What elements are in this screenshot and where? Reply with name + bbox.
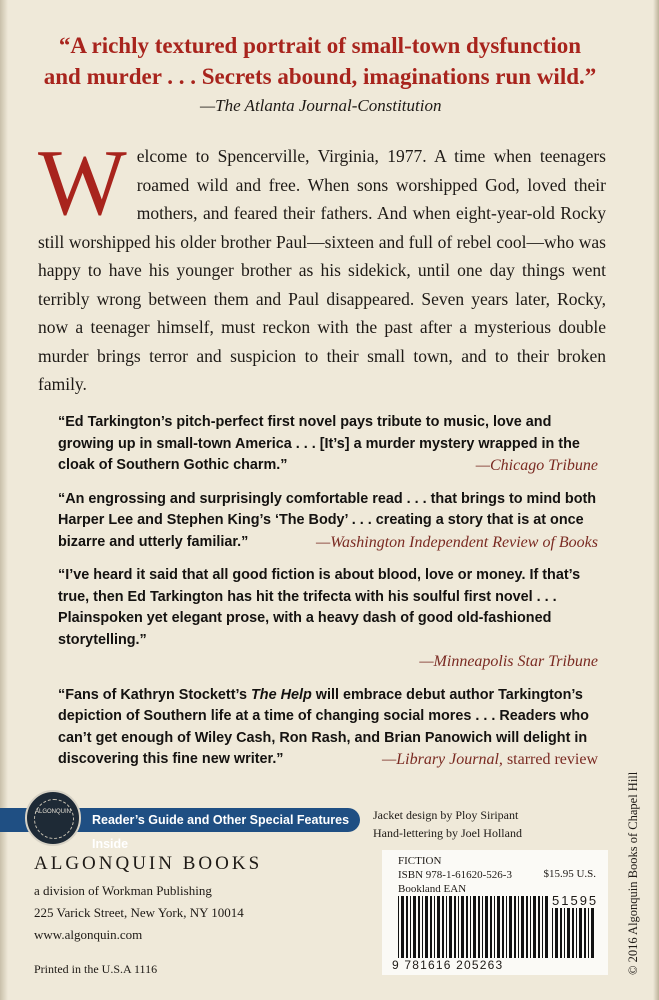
barcode-bar: [446, 896, 447, 958]
barcode-bar: [526, 896, 528, 958]
review-source: [382, 749, 598, 771]
barcode-bar: [454, 896, 456, 958]
barcode-info: [398, 854, 512, 896]
barcode-bar: [473, 896, 476, 958]
barcode-bar: [572, 908, 574, 958]
barcode-bar: [560, 908, 562, 958]
barcode-bar: [521, 896, 524, 958]
barcode-bar: [579, 908, 582, 958]
review-source: —Chicago Tribune: [475, 457, 598, 474]
review-source-note: starred review: [502, 751, 598, 768]
barcode-bar: [497, 896, 500, 958]
review-quote-start: “Fans of Kathryn Stockett’s: [58, 686, 251, 703]
barcode-bar: [485, 896, 488, 958]
barcode-bar: [434, 896, 435, 958]
review-quote: “I’ve heard it said that all good fiction is about blood, love or money. If that’s true, then Ed Tarkington has hit the trifecta with his soulful first novel . . . Plainspoken yet elegant prose, with a heavy dash of good old-fashioned storytelling.”: [58, 567, 581, 648]
review-item: [58, 489, 598, 554]
publisher-address: 225 Varick Street, New York, NY 10014: [34, 905, 244, 920]
price-label: $15.95 U.S.: [543, 868, 596, 880]
barcode-bar: [430, 896, 432, 958]
synopsis: [38, 131, 606, 399]
barcode-bar: [458, 896, 459, 958]
review-quote: “An engrossing and surprisingly comfortable read . . . that brings to mind both Harper Lee and Stephen King’s ‘The Body’ . . . creating a story that is at once bizarre and utterly familiar.”: [58, 490, 597, 550]
review-source-name: —Library Journal,: [382, 751, 503, 768]
review-quote-end: will embrace debut author Tarkington’s depiction of Southern life at a time of changing social mores . . . Readers who can’t get enough of Wiley Cash, Ron Rash, and Brian Panowich will delight in discovering this fine new writer.”: [58, 686, 589, 767]
barcode-bar: [466, 896, 468, 958]
barcode-bar: [490, 896, 492, 958]
barcode-bar: [533, 896, 536, 958]
barcode-digits: 9 781616 205263: [392, 958, 504, 972]
headline-quote-attribution: —The Atlanta Journal-Constitution: [200, 96, 442, 115]
seal-ring: [34, 799, 74, 839]
review-quote-title: The Help: [250, 686, 312, 703]
publisher-name: ALGONQUIN BOOKS: [34, 853, 263, 874]
barcode-bar: [449, 896, 452, 958]
seal-text: ALGONQUIN: [34, 809, 71, 815]
barcode-bar: [406, 896, 408, 958]
drop-cap: W: [38, 131, 127, 235]
review-item: [58, 565, 598, 673]
barcode-bar: [482, 896, 483, 958]
barcode-bar: [564, 908, 565, 958]
barcode-bar: [584, 908, 586, 958]
addon-barcode-icon: [552, 908, 598, 958]
publisher-details: [34, 880, 334, 946]
review-source: —Washington Independent Review of Books: [315, 533, 598, 551]
isbn-number: ISBN 978-1-61620-526-3: [398, 869, 512, 881]
jacket-credit: Jacket design by Ploy Siripant: [373, 808, 519, 822]
barcode-bar: [545, 896, 548, 958]
barcode-bar: [398, 896, 399, 958]
review-quote: “Ed Tarkington’s pitch-perfect first novel pays tribute to music, love and growing up in small-town America . . . [It’s] a murder mystery wrapped in the cloak of Southern Gothic charm.”: [58, 414, 580, 473]
barcode-bar: [461, 896, 464, 958]
barcode-bar: [530, 896, 531, 958]
review-list: [58, 412, 598, 783]
barcode-bar: [538, 896, 540, 958]
publisher-division: a division of Workman Publishing: [34, 883, 212, 898]
barcode-bar: [514, 896, 516, 958]
barcode-bar: [401, 896, 404, 958]
barcode-bar: [555, 908, 558, 958]
barcode-bar: [542, 896, 543, 958]
barcode-bar: [413, 896, 416, 958]
design-credits: [373, 806, 573, 842]
headline-quote: “A richly textured portrait of small-town dysfunction and murder . . . Secrets abound, imaginations run wild.”: [43, 33, 597, 89]
synopsis-text: elcome to Spencerville, Virginia, 1977. A time when teenagers roamed wild and free. When sons worshipped God, loved their mothers, and feared their fathers. And when eight-year-old Rocky still worshipped his older brother Paul—sixteen and full of rebel cool—who was happy to have his younger brother as his sidekick, until one day things went terribly wrong between them and Paul disappeared. Seven years later, Rocky, now a teenager himself, must reckon with the past after a mysterious double murder brings terror and suspicion to their small town, and to their broken family.: [38, 146, 606, 394]
barcode-bar: [422, 896, 423, 958]
barcode-bar: [418, 896, 420, 958]
cover-edge-right: [653, 0, 659, 1000]
cover-edge-left: [0, 0, 8, 1000]
barcode-panel: [382, 850, 608, 975]
barcode-bar: [442, 896, 444, 958]
lettering-credit: Hand-lettering by Joel Holland: [373, 826, 522, 840]
barcode-bar: [552, 908, 553, 958]
barcode-bar: [410, 896, 411, 958]
ean-label: Bookland EAN: [398, 883, 467, 895]
copyright-notice: © 2016 Algonquin Books of Chapel Hill: [626, 771, 640, 975]
review-item: [58, 685, 598, 771]
barcode-bar: [494, 896, 495, 958]
readers-guide-banner: Reader’s Guide and Other Special Features Inside: [0, 808, 360, 832]
barcode-bar: [470, 896, 471, 958]
barcode-bar: [506, 896, 507, 958]
review-source: —Minneapolis Star Tribune: [419, 653, 598, 670]
review-item: [58, 412, 598, 477]
barcode-bar: [591, 908, 594, 958]
barcode-bar: [588, 908, 589, 958]
barcode-bar: [478, 896, 480, 958]
barcode-bar: [567, 908, 570, 958]
publisher-website: www.algonquin.com: [34, 927, 143, 942]
price-addon-digits: 51595: [552, 893, 599, 908]
publisher-seal-icon: [25, 790, 81, 846]
barcode-icon: [398, 896, 548, 958]
barcode-bar: [425, 896, 428, 958]
barcode-bar: [502, 896, 504, 958]
book-category: FICTION: [398, 855, 442, 867]
barcode-bar: [518, 896, 519, 958]
printed-in: Printed in the U.S.A 1116: [34, 962, 158, 976]
barcode-bar: [509, 896, 512, 958]
barcode-bar: [437, 896, 440, 958]
barcode-bar: [576, 908, 577, 958]
